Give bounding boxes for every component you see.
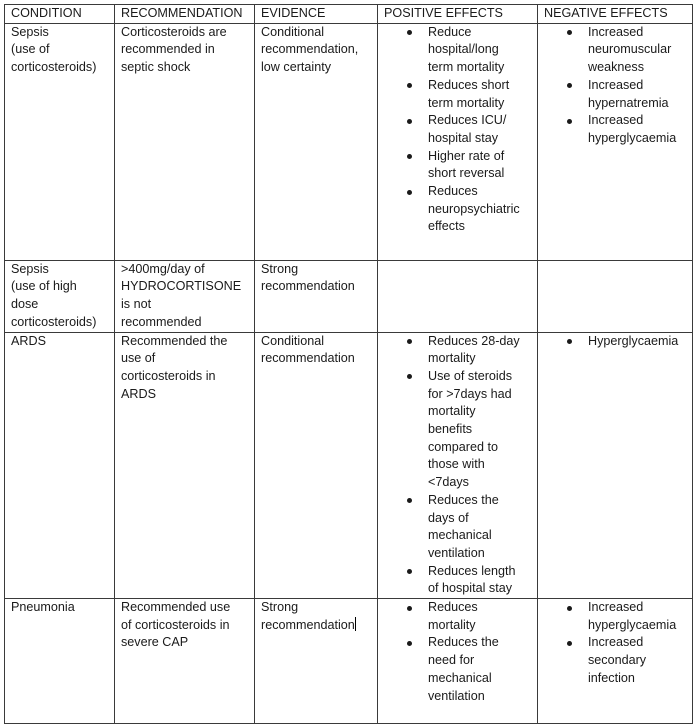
header-condition: CONDITION xyxy=(5,5,115,24)
list-item: Reduces neuropsychiatric effects xyxy=(384,183,533,236)
list-item: Increased hyperglycaemia xyxy=(544,599,688,634)
list-item: Reduces short term mortality xyxy=(384,77,533,112)
header-row xyxy=(5,5,693,24)
condition-cell: Sepsis (use of high dose corticosteroids) xyxy=(5,260,115,332)
header-recommendation: RECOMMENDATION xyxy=(115,5,255,24)
bullet-list xyxy=(544,333,688,351)
recommendation-cell: Recommended use of corticosteroids in severe CAP xyxy=(115,599,255,724)
list-item: Reduces length of hospital stay xyxy=(384,563,533,598)
header-positive-effects: POSITIVE EFFECTS xyxy=(378,5,538,24)
positive-effects-cell xyxy=(378,23,538,260)
bullet-list xyxy=(544,599,688,688)
list-item: Increased hypernatremia xyxy=(544,77,688,112)
bullet-list xyxy=(384,333,533,599)
negative-effects-cell xyxy=(538,332,693,599)
text-cursor xyxy=(355,617,356,631)
list-item: Reduces ICU/ hospital stay xyxy=(384,112,533,147)
recommendation-cell: >400mg/day of HYDROCORTISONE is not recommended xyxy=(115,260,255,332)
recommendation-cell: Corticosteroids are recommended in septic shock xyxy=(115,23,255,260)
list-item: Hyperglycaemia xyxy=(544,333,688,351)
evidence-cell: Conditional recommendation, low certainty xyxy=(255,23,378,260)
list-item: Reduces the days of mechanical ventilation xyxy=(384,492,533,563)
condition-cell: Sepsis (use of corticosteroids) xyxy=(5,23,115,260)
list-item: Increased neuromuscular weakness xyxy=(544,24,688,77)
positive-effects-cell xyxy=(378,260,538,332)
list-item: Use of steroids for >7days had mortality benefits compared to those with <7days xyxy=(384,368,533,492)
evidence-cell: Conditional recommendation xyxy=(255,332,378,599)
bullet-list xyxy=(384,599,533,705)
evidence-cell: Strong recommendation xyxy=(255,599,378,724)
list-item: Increased secondary infection xyxy=(544,634,688,687)
condition-cell: Pneumonia xyxy=(5,599,115,724)
positive-effects-cell xyxy=(378,599,538,724)
list-item: Reduces the need for mechanical ventilation xyxy=(384,634,533,705)
bullet-list xyxy=(384,24,533,236)
evidence-cell: Strong recommendation xyxy=(255,260,378,332)
list-item: Reduces mortality xyxy=(384,599,533,634)
condition-cell: ARDS xyxy=(5,332,115,599)
positive-effects-cell xyxy=(378,332,538,599)
corticosteroid-table xyxy=(4,4,693,724)
list-item: Reduce hospital/long term mortality xyxy=(384,24,533,77)
table-row xyxy=(5,332,693,599)
recommendation-cell: Recommended the use of corticosteroids in ARDS xyxy=(115,332,255,599)
table-row xyxy=(5,599,693,724)
bullet-list xyxy=(544,24,688,148)
header-negative-effects: NEGATIVE EFFECTS xyxy=(538,5,693,24)
header-evidence: EVIDENCE xyxy=(255,5,378,24)
list-item: Higher rate of short reversal xyxy=(384,148,533,183)
table-row xyxy=(5,23,693,260)
list-item: Increased hyperglycaemia xyxy=(544,112,688,147)
list-item: Reduces 28-day mortality xyxy=(384,333,533,368)
table-row xyxy=(5,260,693,332)
negative-effects-cell xyxy=(538,260,693,332)
negative-effects-cell xyxy=(538,599,693,724)
negative-effects-cell xyxy=(538,23,693,260)
